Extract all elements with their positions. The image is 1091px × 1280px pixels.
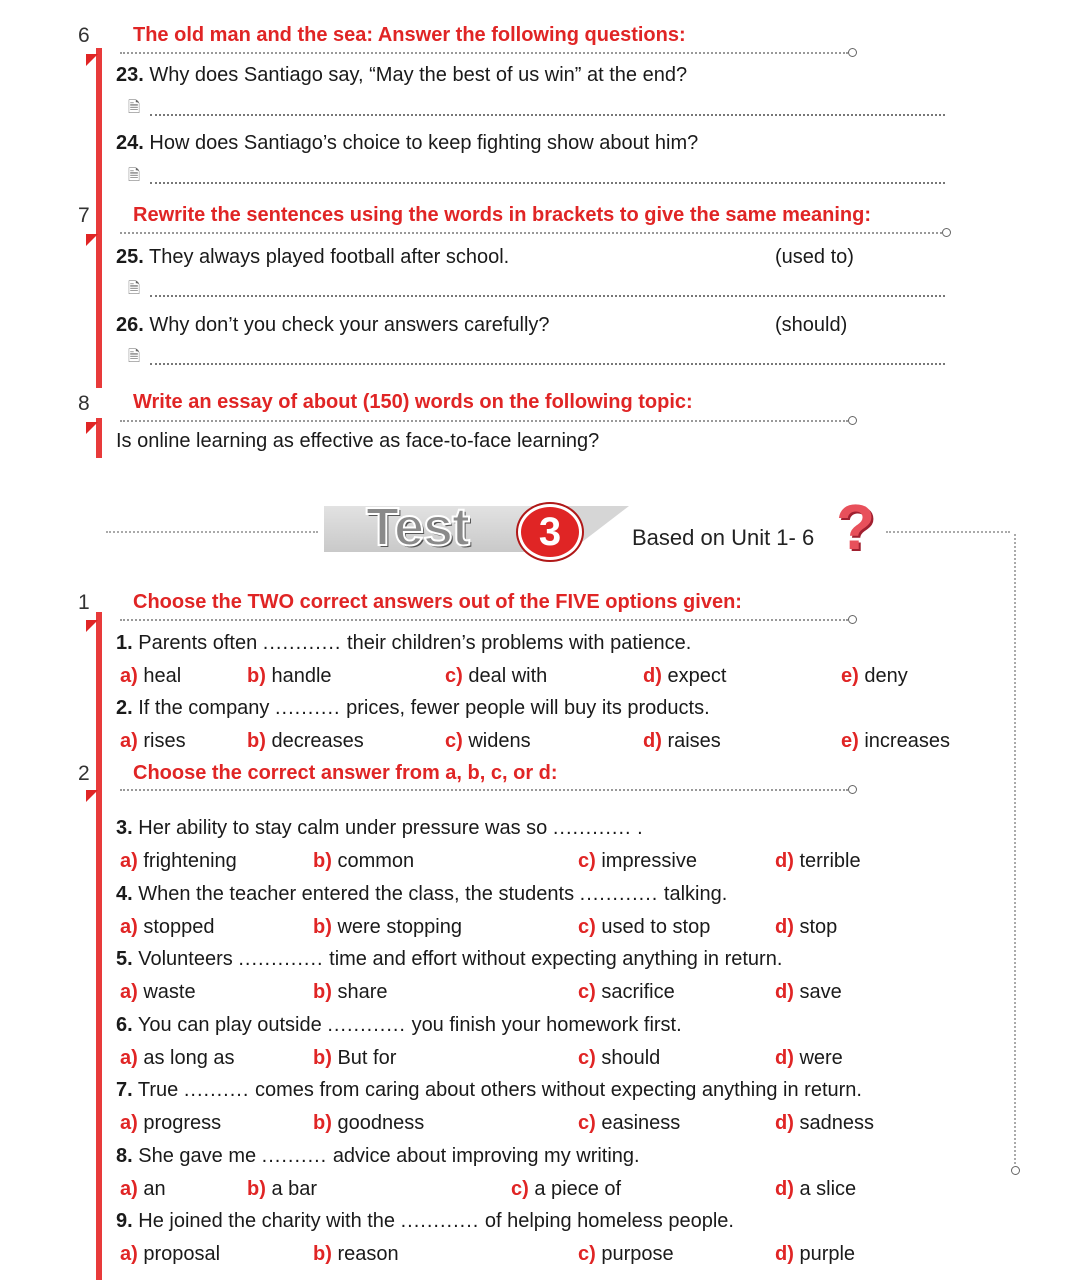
question-number: 4. — [116, 883, 133, 905]
question-number: 8. — [116, 1145, 133, 1167]
option-c[interactable] — [578, 916, 710, 939]
option-letter: c) — [578, 981, 596, 1003]
banner-number-circle — [518, 504, 582, 560]
answer-blank[interactable]: .......... — [275, 697, 341, 719]
option-a[interactable] — [120, 1112, 221, 1135]
option-letter: d) — [775, 1112, 794, 1134]
option-text: deal with — [468, 665, 548, 687]
option-text: stop — [799, 916, 838, 938]
section-number: 8 — [78, 392, 90, 415]
banner-number: 3 — [538, 510, 562, 554]
option-letter: b) — [247, 1178, 266, 1200]
question-text-after: talking. — [663, 883, 728, 905]
option-letter: c) — [578, 1243, 596, 1265]
option-text: deny — [864, 665, 908, 687]
option-d[interactable] — [775, 1047, 843, 1070]
option-letter: c) — [511, 1178, 529, 1200]
option-c[interactable] — [578, 1243, 674, 1266]
option-text: handle — [271, 665, 332, 687]
answer-blank[interactable]: ............ — [579, 883, 659, 905]
question-number: 7. — [116, 1079, 133, 1101]
section-rule — [120, 52, 848, 54]
rule-end-dot — [848, 615, 857, 624]
option-text: purpose — [601, 1243, 674, 1265]
option-text: purple — [799, 1243, 856, 1265]
option-letter: d) — [775, 850, 794, 872]
section-rule — [120, 420, 848, 422]
option-c[interactable] — [578, 981, 675, 1004]
section-rule — [120, 789, 848, 791]
option-text: But for — [337, 1047, 397, 1069]
note-icon: 🗎 — [128, 348, 141, 365]
option-text: widens — [468, 730, 531, 752]
option-text: as long as — [143, 1047, 235, 1069]
rule-end-dot — [848, 416, 857, 425]
option-letter: d) — [775, 1243, 794, 1265]
option-letter: b) — [313, 1047, 332, 1069]
option-text: impressive — [601, 850, 697, 872]
question-23 — [116, 64, 687, 87]
rule-end-dot — [942, 228, 951, 237]
answer-blank[interactable]: ............ — [262, 632, 342, 654]
question-text-before: Parents often — [138, 632, 258, 654]
section-title: Write an essay of about (150) words on the following topic: — [133, 391, 693, 413]
answer-line[interactable] — [150, 295, 945, 297]
option-letter: e) — [841, 730, 859, 752]
question-text-after: their children’s problems with patience. — [347, 632, 692, 654]
option-c[interactable] — [578, 1047, 660, 1070]
option-text: sadness — [799, 1112, 874, 1134]
option-letter: c) — [445, 665, 463, 687]
option-letter: e) — [841, 665, 859, 687]
option-d[interactable] — [643, 665, 726, 688]
option-c[interactable] — [445, 665, 547, 688]
option-letter: d) — [775, 916, 794, 938]
banner-test-word: Test — [366, 497, 470, 557]
option-d[interactable] — [775, 1112, 874, 1135]
question-text-after: you finish your homework first. — [411, 1014, 682, 1036]
option-text: a bar — [271, 1178, 318, 1200]
question-2 — [116, 697, 710, 720]
section-number: 6 — [78, 24, 90, 47]
note-icon: 🗎 — [128, 167, 141, 184]
option-b[interactable] — [313, 1243, 399, 1266]
option-text: save — [799, 981, 842, 1003]
option-d[interactable] — [775, 981, 842, 1004]
question-25 — [116, 246, 509, 269]
question-text-before: If the company — [138, 697, 270, 719]
question-text: How does Santiago’s choice to keep fighting show about him? — [149, 132, 699, 154]
option-letter: a) — [120, 730, 138, 752]
option-letter: d) — [775, 1047, 794, 1069]
rule-end-dot — [848, 785, 857, 794]
question-text-after: . — [637, 817, 643, 839]
section-number: 7 — [78, 204, 90, 227]
question-number: 24. — [116, 132, 144, 154]
option-e[interactable] — [841, 665, 908, 688]
option-c[interactable] — [445, 730, 531, 753]
answer-blank[interactable]: ............ — [552, 817, 632, 839]
option-text: waste — [143, 981, 196, 1003]
option-a[interactable] — [120, 1047, 235, 1070]
bracket-hint: (used to) — [775, 246, 854, 268]
question-8 — [116, 1145, 640, 1168]
rule-end-dot — [848, 48, 857, 57]
question-7 — [116, 1079, 862, 1102]
option-letter: a) — [120, 1178, 138, 1200]
question-text-before: True — [137, 1079, 179, 1101]
option-text: used to stop — [601, 916, 711, 938]
answer-line[interactable] — [150, 114, 945, 116]
option-letter: d) — [643, 730, 662, 752]
option-text: should — [601, 1047, 661, 1069]
section-number: 2 — [78, 762, 90, 785]
section-title: The old man and the sea: Answer the following questions: — [133, 24, 686, 46]
section-title: Rewrite the sentences using the words in brackets to give the same meaning: — [133, 204, 871, 226]
option-text: increases — [864, 730, 950, 752]
question-4 — [116, 883, 727, 906]
option-letter: b) — [247, 730, 266, 752]
question-number: 23. — [116, 64, 144, 86]
option-letter: b) — [313, 850, 332, 872]
question-number: 25. — [116, 246, 144, 268]
option-c[interactable] — [578, 850, 697, 873]
section-flag — [86, 790, 98, 802]
question-text-after: prices, fewer people will buy its products. — [346, 697, 710, 719]
question-text-before: She gave me — [138, 1145, 257, 1167]
section-flag — [86, 54, 98, 66]
section-number: 1 — [78, 591, 90, 614]
section-rule — [120, 619, 848, 621]
option-d[interactable] — [643, 730, 721, 753]
note-icon: 🗎 — [128, 280, 141, 297]
option-letter: a) — [120, 981, 138, 1003]
question-number: 26. — [116, 314, 144, 336]
option-b[interactable] — [313, 850, 414, 873]
question-text-before: Her ability to stay calm under pressure was so — [138, 817, 548, 839]
option-a[interactable] — [120, 916, 215, 939]
option-letter: c) — [578, 1047, 596, 1069]
option-d[interactable] — [775, 1178, 856, 1201]
option-a[interactable] — [120, 1243, 220, 1266]
option-letter: d) — [643, 665, 662, 687]
option-text: rises — [143, 730, 186, 752]
section-title: Choose the TWO correct answers out of the FIVE options given: — [133, 591, 742, 613]
question-text-after: advice about improving my writing. — [332, 1145, 640, 1167]
option-text: expect — [667, 665, 727, 687]
question-number: 6. — [116, 1014, 133, 1036]
option-text: goodness — [337, 1112, 425, 1134]
answer-blank[interactable]: ............ — [327, 1014, 406, 1036]
option-text: sacrifice — [601, 981, 675, 1003]
option-a[interactable] — [120, 1178, 166, 1201]
option-letter: b) — [313, 916, 332, 938]
question-text-after: time and effort without expecting anything in return. — [329, 948, 783, 970]
answer-line[interactable] — [150, 182, 945, 184]
answer-line[interactable] — [150, 363, 945, 365]
option-letter: d) — [775, 1178, 794, 1200]
section-flag — [86, 422, 98, 434]
option-text: raises — [667, 730, 721, 752]
question-24 — [116, 132, 698, 155]
option-a[interactable] — [120, 850, 237, 873]
option-b[interactable] — [313, 1047, 396, 1070]
option-text: reason — [337, 1243, 399, 1265]
option-d[interactable] — [775, 1243, 855, 1266]
option-letter: a) — [120, 1112, 138, 1134]
border-end-dot — [1011, 1166, 1020, 1175]
option-letter: c) — [445, 730, 463, 752]
margin-bar-bottom — [96, 612, 102, 1280]
option-a[interactable] — [120, 981, 196, 1004]
question-6 — [116, 1014, 682, 1037]
option-text: terrible — [799, 850, 861, 872]
option-text: a slice — [799, 1178, 857, 1200]
option-b[interactable] — [247, 665, 332, 688]
option-a[interactable] — [120, 665, 181, 688]
option-letter: a) — [120, 1243, 138, 1265]
option-letter: b) — [313, 1243, 332, 1265]
option-text: frightening — [143, 850, 237, 872]
option-a[interactable] — [120, 730, 186, 753]
section-title: Choose the correct answer from a, b, c, or d: — [133, 762, 558, 784]
question-text-before: He joined the charity with the — [138, 1210, 396, 1232]
option-b[interactable] — [247, 1178, 317, 1201]
question-number: 5. — [116, 948, 133, 970]
option-text: stopped — [143, 916, 215, 938]
option-text: proposal — [143, 1243, 221, 1265]
banner-right-rule — [886, 531, 1010, 533]
option-b[interactable] — [247, 730, 364, 753]
option-letter: b) — [247, 665, 266, 687]
option-letter: b) — [313, 981, 332, 1003]
essay-topic: Is online learning as effective as face-to-face learning? — [116, 430, 600, 452]
option-c[interactable] — [578, 1112, 680, 1135]
option-letter: a) — [120, 665, 138, 687]
question-text-after: of helping homeless people. — [484, 1210, 734, 1232]
option-text: decreases — [271, 730, 364, 752]
question-text-before: Volunteers — [138, 948, 233, 970]
question-text-before: You can play outside — [137, 1014, 322, 1036]
bracket-hint: (should) — [775, 314, 848, 336]
option-letter: c) — [578, 916, 596, 938]
answer-blank[interactable]: .......... — [183, 1079, 250, 1101]
option-c[interactable] — [511, 1178, 621, 1201]
question-number: 2. — [116, 697, 133, 719]
option-d[interactable] — [775, 916, 837, 939]
question-text: Why does Santiago say, “May the best of us win” at the end? — [149, 64, 688, 86]
question-text-after: comes from caring about others without expecting anything in return. — [254, 1079, 862, 1101]
note-icon: 🗎 — [128, 99, 141, 116]
question-text: They always played football after school. — [149, 246, 510, 268]
question-26 — [116, 314, 550, 337]
option-text: heal — [143, 665, 182, 687]
answer-blank[interactable]: ............. — [238, 948, 324, 970]
answer-blank[interactable]: .......... — [261, 1145, 328, 1167]
banner-left-rule — [106, 531, 318, 533]
question-3 — [116, 817, 643, 840]
option-letter: c) — [578, 1112, 596, 1134]
option-text: easiness — [601, 1112, 681, 1134]
option-letter: a) — [120, 850, 138, 872]
option-text: an — [143, 1178, 166, 1200]
option-text: share — [337, 981, 388, 1003]
question-number: 3. — [116, 817, 133, 839]
question-number: 1. — [116, 632, 133, 654]
question-text-before: When the teacher entered the class, the students — [138, 883, 575, 905]
question-number: 9. — [116, 1210, 133, 1232]
section-flag — [86, 620, 98, 632]
option-b[interactable] — [313, 1112, 424, 1135]
option-text: a piece of — [534, 1178, 622, 1200]
answer-blank[interactable]: ............ — [400, 1210, 480, 1232]
section-flag — [86, 234, 98, 246]
question-1 — [116, 632, 691, 655]
option-letter: d) — [775, 981, 794, 1003]
option-letter: c) — [578, 850, 596, 872]
banner-subtitle: Based on Unit 1- 6 — [632, 525, 815, 550]
option-d[interactable] — [775, 850, 861, 873]
option-text: were stopping — [337, 916, 462, 938]
page-right-border — [1014, 534, 1016, 1164]
option-letter: a) — [120, 916, 138, 938]
option-text: progress — [143, 1112, 222, 1134]
option-b[interactable] — [313, 981, 387, 1004]
question-text: Why don’t you check your answers carefully? — [149, 314, 550, 336]
question-9 — [116, 1210, 734, 1233]
option-b[interactable] — [313, 916, 462, 939]
question-5 — [116, 948, 782, 971]
section-rule — [120, 232, 942, 234]
option-text: were — [799, 1047, 843, 1069]
option-letter: a) — [120, 1047, 138, 1069]
option-e[interactable] — [841, 730, 950, 753]
option-text: common — [337, 850, 415, 872]
option-letter: b) — [313, 1112, 332, 1134]
question-mark-icon: ? — [836, 491, 876, 563]
